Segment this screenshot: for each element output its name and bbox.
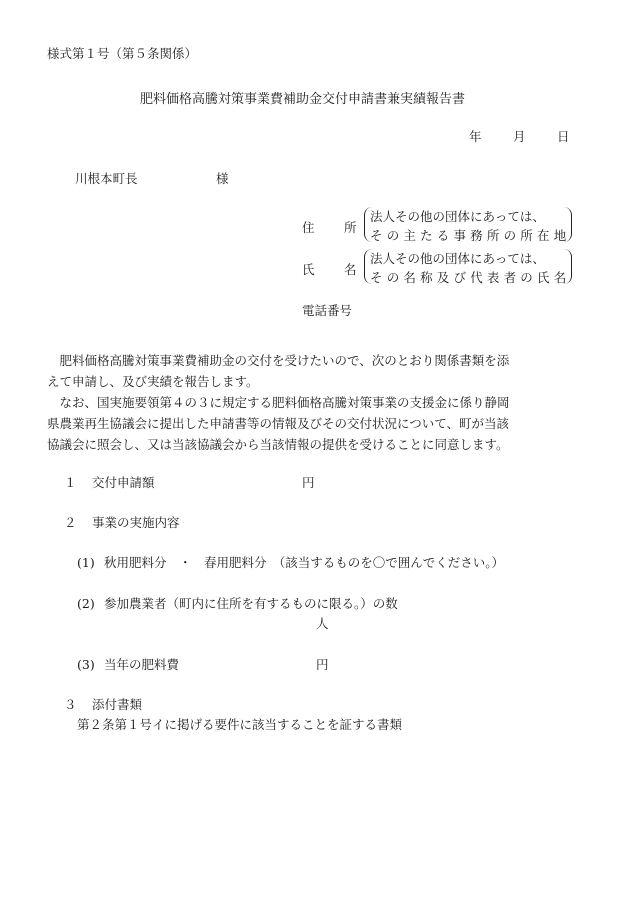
paragraph-2-line-2: 県農業再生協議会に提出した申請書等の情報及びその交付状況について、町が当該 xyxy=(47,416,510,431)
subitem-2-number: (2) xyxy=(77,596,95,611)
date-month: 月 xyxy=(513,129,526,144)
item-3-label: 添付書類 xyxy=(92,697,143,712)
paragraph-2-line-1: なお、国実施要領第４の３に規定する肥料価格高騰対策事業の支援金に係り静岡 xyxy=(47,395,510,410)
item-3-number: ３ xyxy=(64,697,77,712)
subitem-1-text: 秋用肥料分 ・ 春用肥料分 （該当するものを〇で囲んでください。） xyxy=(104,555,505,570)
address-label-1: 住 xyxy=(302,220,315,235)
form-number: 様式第１号（第５条関係） xyxy=(47,46,198,61)
subitem-3-number: (3) xyxy=(77,657,95,672)
subitem-2-unit: 人 xyxy=(316,616,329,631)
subitem-3-label: 当年の肥料費 xyxy=(104,657,180,672)
paragraph-2-line-3: 協議会に照会し、又は当該協議会から当該情報の提供を受けることに同意します。 xyxy=(47,437,509,452)
address-note-line-1: 法人その他の団体にあっては、 xyxy=(370,209,545,224)
subitem-1-number: (1) xyxy=(77,555,95,570)
name-note-line-1: 法人その他の団体にあっては、 xyxy=(370,251,545,266)
name-label-2: 名 xyxy=(344,262,357,277)
addressee-name: 川根本町長 xyxy=(75,171,138,186)
subitem-2-text: 参加農業者（町内に住所を有するものに限る。）の数 xyxy=(104,596,398,611)
item-3-text: 第２条第１号イに掲げる要件に該当することを証する書類 xyxy=(77,717,403,732)
date-day: 日 xyxy=(557,129,570,144)
date-year: 年 xyxy=(469,129,482,144)
paragraph-1-line-2: えて申請し、及び実績を報告します。 xyxy=(47,374,259,389)
document-title: 肥料価格高騰対策事業費補助金交付申請書兼実績報告書 xyxy=(140,92,466,107)
paragraph-1-line-1: 肥料価格高騰対策事業費補助金の交付を受けたいので、次のとおり関係書類を添 xyxy=(47,353,510,368)
name-note-bracket xyxy=(364,249,572,284)
item-1-number: １ xyxy=(64,475,77,490)
address-note-bracket xyxy=(364,207,572,242)
name-label-1: 氏 xyxy=(302,262,315,277)
item-2-label: 事業の実施内容 xyxy=(92,515,180,530)
addressee-honorific: 様 xyxy=(216,171,229,186)
body-paragraphs xyxy=(47,350,587,455)
phone-label: 電話番号 xyxy=(302,303,353,318)
item-1-unit: 円 xyxy=(302,475,315,490)
subitem-3-unit: 円 xyxy=(316,657,329,672)
item-1-label: 交付申請額 xyxy=(92,475,155,490)
address-label-2: 所 xyxy=(344,220,357,235)
item-2-number: ２ xyxy=(64,515,77,530)
address-note-line-2: その主たる事務所の所在地 xyxy=(370,228,571,243)
name-note-line-2: その名称及び代表者の氏名 xyxy=(370,270,571,285)
